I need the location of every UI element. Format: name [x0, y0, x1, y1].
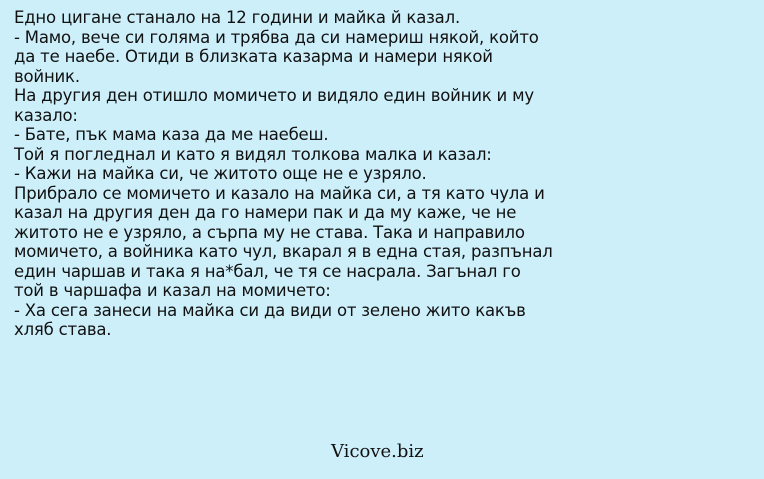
joke-line: - Бате, пък мама каза да ме наебеш. — [14, 125, 329, 144]
joke-line: момичето, а войника като чул, вкарал я в една стая, разпънал — [14, 242, 553, 261]
joke-line: - Мамо, вече си голяма и трябва да си намериш някой, който — [14, 27, 539, 47]
joke-line: Едно цигане станало на 12 години и майка й казал. — [14, 8, 460, 27]
joke-line: Прибрало се момичето и казало на майка си, а тя като чула и — [14, 183, 545, 203]
joke-line: житото не е узряло, а сърпа му не става. Така и направило — [14, 222, 525, 242]
site-watermark: Vicove.biz — [331, 441, 424, 462]
joke-line: На другия ден отишло момичето и видяло един войник и му — [14, 86, 534, 105]
joke-line: един чаршав и така я на*бал, че тя се насрала. Загънал го — [14, 261, 521, 281]
joke-line: той в чаршафа и казал на момичето: — [14, 281, 331, 300]
joke-line: - Ха сега занеси на майка си да види от зелено жито какъв — [14, 300, 526, 320]
joke-line: да те наебе. Отиди в близката казарма и намери някой — [14, 47, 493, 66]
joke-text — [14, 8, 754, 340]
joke-line: Той я погледнал и като я видял толкова малка и казал: — [14, 144, 492, 164]
joke-line: хляб става. — [14, 320, 112, 339]
joke-line: казало: — [14, 105, 78, 125]
joke-line: казал на другия ден да го намери пак и да му каже, че не — [14, 203, 517, 222]
joke-line: войник. — [14, 66, 80, 86]
joke-line: - Кажи на майка си, че житото още не е узряло. — [14, 164, 427, 183]
